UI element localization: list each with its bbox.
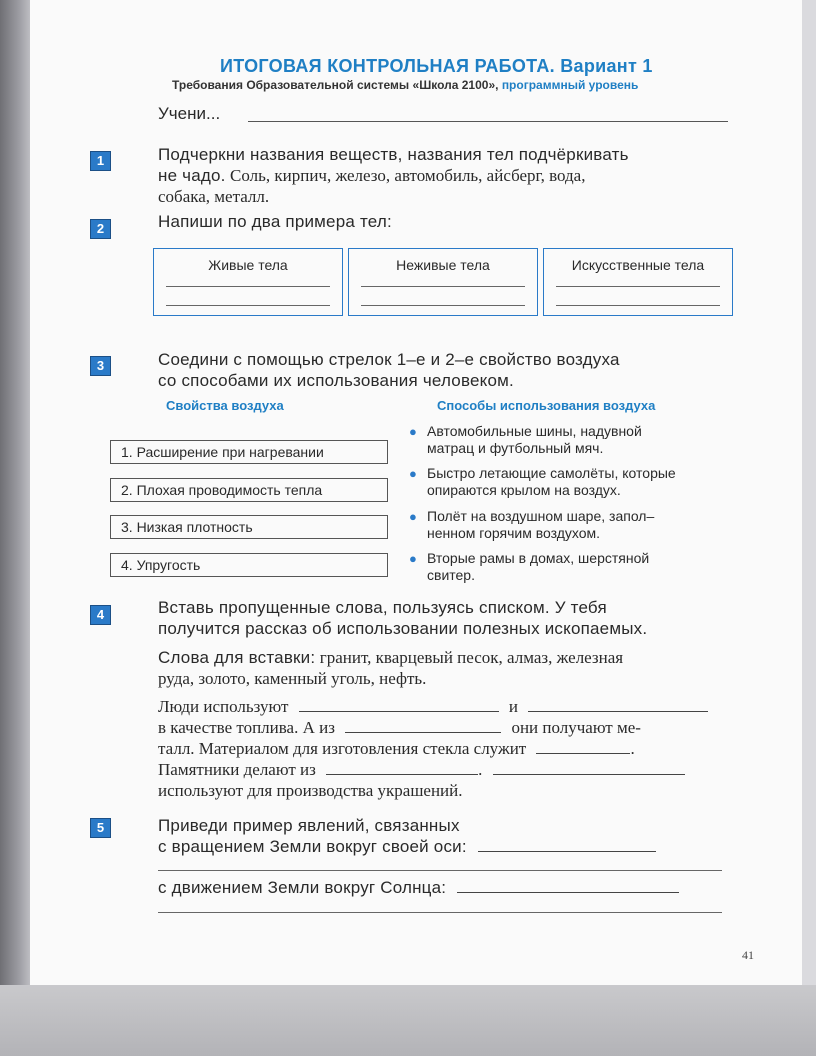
task4-text-line1: Люди используют и bbox=[158, 696, 733, 718]
task5-line3: с движением Земли вокруг Солнца: bbox=[158, 877, 679, 899]
task1-line3: собака, металл. bbox=[158, 187, 270, 206]
fill-blank[interactable] bbox=[345, 718, 501, 733]
task-number-badge: 1 bbox=[90, 151, 111, 171]
property-box[interactable]: 3. Низкая плотность bbox=[110, 515, 388, 539]
page-title: ИТОГОВАЯ КОНТРОЛЬНАЯ РАБОТА. Вариант 1 bbox=[220, 56, 653, 76]
task-number-badge: 5 bbox=[90, 818, 111, 838]
property-box[interactable]: 2. Плохая проводимость тепла bbox=[110, 478, 388, 502]
answer-box-nonliving: Неживые тела bbox=[348, 248, 538, 316]
answer-line[interactable] bbox=[158, 912, 722, 913]
task-number-badge: 4 bbox=[90, 605, 111, 625]
task-number-badge: 3 bbox=[90, 356, 111, 376]
student-name-line[interactable] bbox=[248, 121, 728, 122]
answer-line[interactable] bbox=[158, 870, 722, 871]
fill-blank[interactable] bbox=[326, 760, 478, 775]
answer-line[interactable] bbox=[361, 286, 525, 287]
fill-blank[interactable] bbox=[299, 697, 499, 712]
subtitle-level: программный уровень bbox=[501, 78, 639, 92]
answer-line[interactable] bbox=[361, 305, 525, 306]
task4-text-line2: в качестве топлива. А из они получают ме- bbox=[158, 718, 641, 737]
answer-line[interactable] bbox=[556, 305, 720, 306]
bullet-icon: ● bbox=[409, 424, 417, 439]
use-item[interactable]: ● Вторые рамы в домах, шерстяной свитер. bbox=[409, 550, 650, 583]
bullet-icon: ● bbox=[409, 466, 417, 481]
uses-header: Способы использования воздуха bbox=[437, 398, 656, 413]
fill-blank[interactable] bbox=[536, 739, 630, 754]
fill-blank[interactable] bbox=[457, 878, 679, 893]
task-number-badge: 2 bbox=[90, 219, 111, 239]
task4-words2: руда, золото, каменный уголь, нефть. bbox=[158, 669, 427, 688]
task1-line2: не чадо. Соль, кирпич, железо, автомобиль, айсберг, вода, bbox=[158, 166, 586, 185]
answer-line[interactable] bbox=[166, 305, 330, 306]
task4-line2: получится рассказ об использовании полезных ископаемых. bbox=[158, 619, 648, 638]
subtitle-main: Требования Образовательной системы «Школа 2100», bbox=[172, 78, 499, 92]
student-label: Учени... bbox=[158, 104, 221, 123]
task5-line2: с вращением Земли вокруг своей оси: bbox=[158, 836, 656, 858]
property-box[interactable]: 4. Упругость bbox=[110, 553, 388, 577]
task4-text-line5: используют для производства украшений. bbox=[158, 781, 463, 800]
fill-blank[interactable] bbox=[478, 837, 656, 852]
task3-line2: со способами их использования человеком. bbox=[158, 371, 514, 390]
page-edge bbox=[802, 0, 816, 1056]
task4-line1: Вставь пропущенные слова, пользуясь списком. У тебя bbox=[158, 598, 607, 617]
page-subtitle bbox=[172, 78, 638, 92]
task5-line1: Приведи пример явлений, связанных bbox=[158, 816, 460, 835]
bullet-icon: ● bbox=[409, 551, 417, 566]
task4-words: Слова для вставки: гранит, кварцевый песок, алмаз, железная bbox=[158, 648, 624, 667]
task3-line1: Соедини с помощью стрелок 1–е и 2–е свойство воздуха bbox=[158, 350, 620, 369]
answer-box-artificial: Искусственные тела bbox=[543, 248, 733, 316]
task4-text-line4: Памятники делают из . bbox=[158, 759, 685, 781]
task2-prompt: Напиши по два примера тел: bbox=[158, 212, 392, 231]
use-item[interactable]: ● Быстро летающие самолёты, которые опираются крылом на воздух. bbox=[409, 465, 676, 498]
answer-line[interactable] bbox=[166, 286, 330, 287]
answer-line[interactable] bbox=[556, 286, 720, 287]
answer-box-living: Живые тела bbox=[153, 248, 343, 316]
use-item[interactable]: ● Автомобильные шины, надувной матрац и футбольный мяч. bbox=[409, 423, 642, 456]
worksheet-page bbox=[30, 0, 802, 985]
property-box[interactable]: 1. Расширение при нагревании bbox=[110, 440, 388, 464]
task4-text-line3: талл. Материалом для изготовления стекла служит . bbox=[158, 739, 635, 758]
scan-bottom-margin bbox=[0, 985, 816, 1056]
task1-line1: Подчеркни названия веществ, названия тел подчёркивать bbox=[158, 145, 629, 164]
book-spine-shadow bbox=[0, 0, 30, 1056]
properties-header: Свойства воздуха bbox=[166, 398, 284, 413]
bullet-icon: ● bbox=[409, 509, 417, 524]
use-item[interactable]: ● Полёт на воздушном шаре, запол– ненном горячим воздухом. bbox=[409, 508, 655, 541]
page-number: 41 bbox=[742, 948, 754, 962]
fill-blank[interactable] bbox=[528, 697, 708, 712]
fill-blank[interactable] bbox=[493, 760, 685, 775]
